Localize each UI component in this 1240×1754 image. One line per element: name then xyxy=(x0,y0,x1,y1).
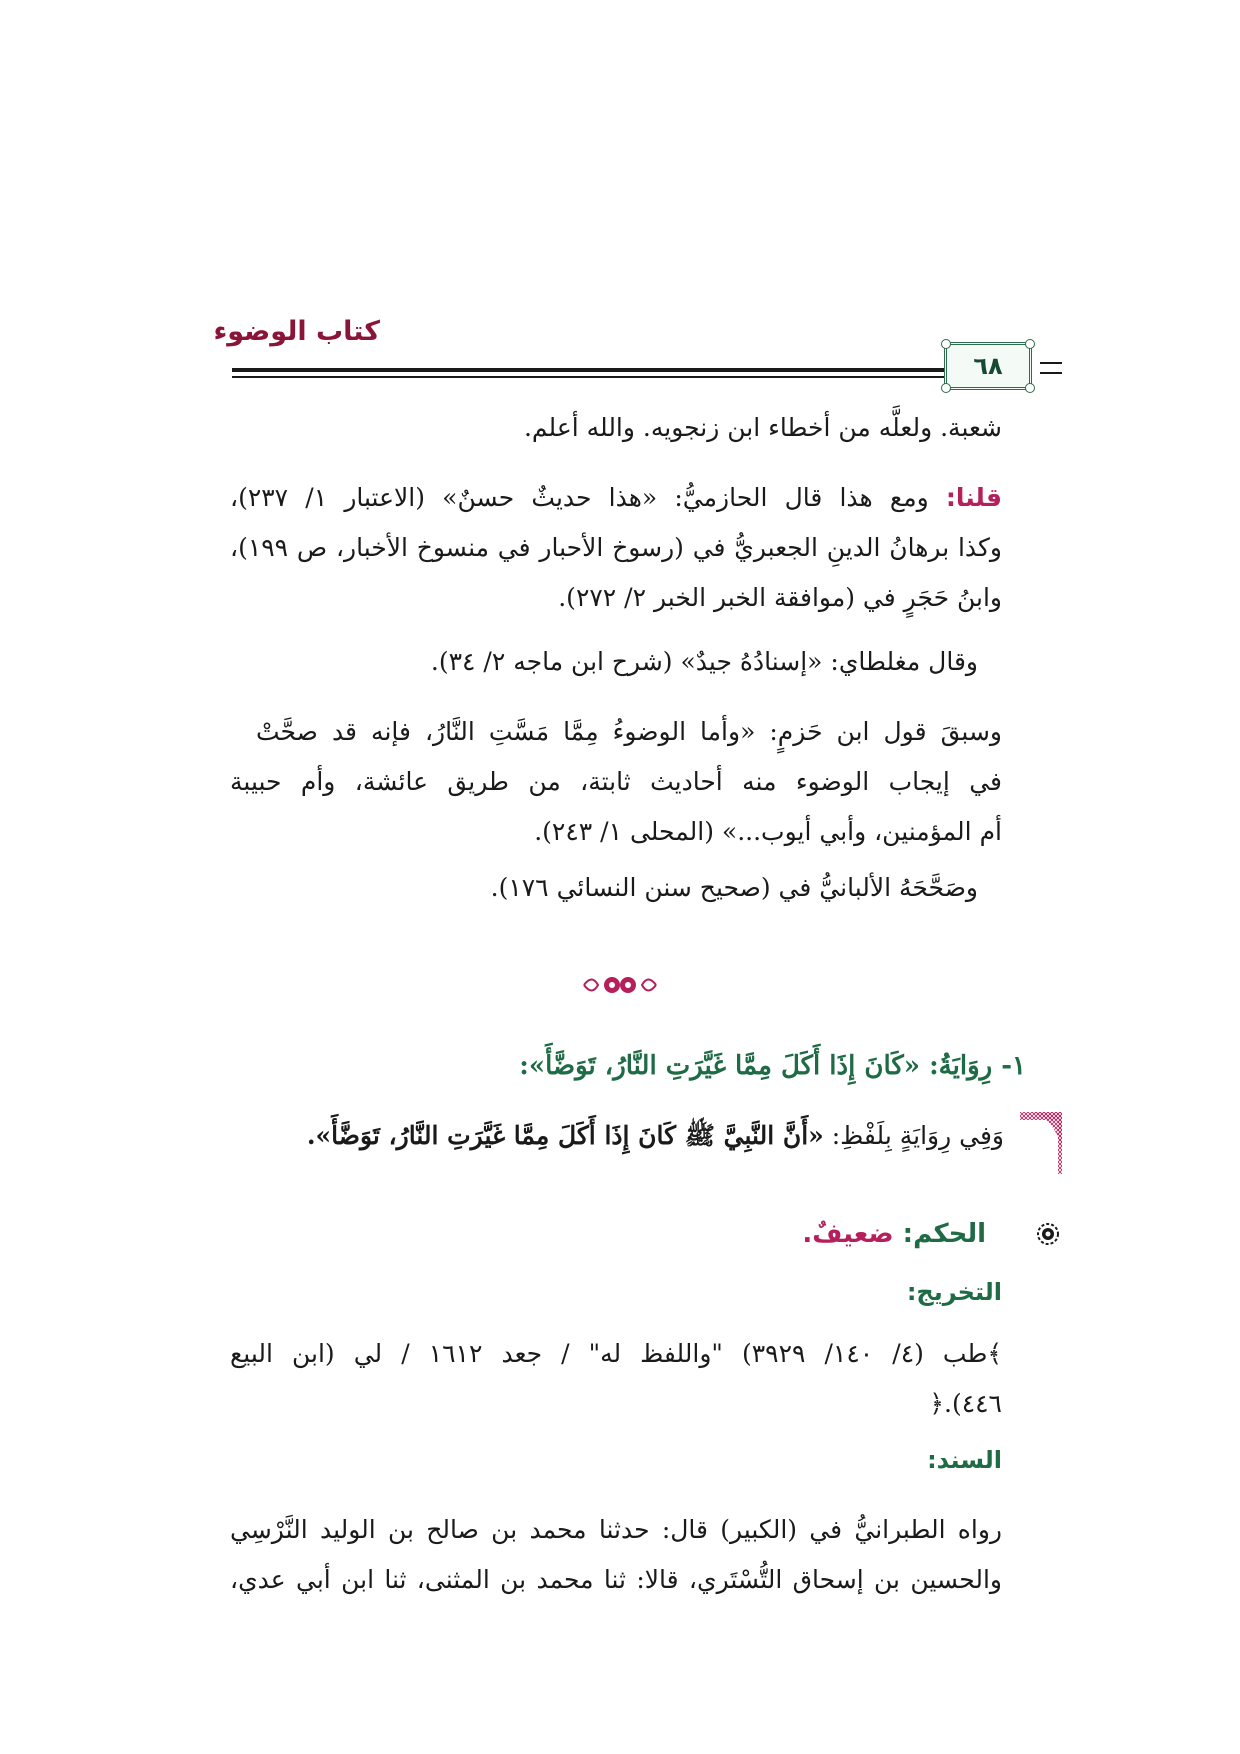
paragraph-text: ومع هذا قال الحازميُّ: «هذا حديثٌ حسنٌ» (الاعتبار ١/ ٢٣٧)، xyxy=(230,483,929,512)
header-rule-bottom xyxy=(232,376,1010,378)
paragraph-line: أم المؤمنين، وأبي أيوب...» (المحلى ١/ ٢٤٣). xyxy=(534,817,1002,846)
paragraph-line xyxy=(230,478,1002,518)
paragraph-line: وقال مغلطاي: «إسنادُهُ جيدٌ» (شرح ابن ماجه ٢/ ٣٤). xyxy=(430,647,978,676)
sanad-line: رواه الطبرانيُّ في (الكبير) قال: حدثنا محمد بن صالح بن الوليد النَّرْسِي xyxy=(230,1515,1002,1544)
section-heading: ١- رِوَايَةُ: «كَانَ إِذَا أَكَلَ مِمَّا غَيَّرَتِ النَّارُ، تَوَضَّأَ»: xyxy=(519,1051,1026,1081)
takhrij-label: التخريج: xyxy=(906,1278,1002,1306)
ruling-label: الحكم: xyxy=(902,1219,986,1249)
ruling xyxy=(802,1215,1026,1253)
badge-corner-ornament xyxy=(1025,383,1035,393)
paragraph-line: وابنُ حَجَرٍ في (موافقة الخبر الخبر ٢/ ٢٧٢). xyxy=(558,583,1002,612)
paragraph-line: وسبقَ قول ابن حَزمٍ: «وأما الوضوءُ مِمَّا مَسَّتِ النَّارُ، فإنه قد صحَّتْ xyxy=(256,717,1002,746)
badge-corner-ornament xyxy=(941,339,951,349)
paragraph-line: وصَحَّحَهُ الألبانيُّ في (صحيح سنن النسائي ١٧٦). xyxy=(490,873,978,902)
takhrij-line: ﴾طب (٤/ ١٤٠/ ٣٩٢٩) "واللفظ له" / جعد ١٦١٢ / لي (ابن البيع xyxy=(230,1339,1003,1368)
qulna-label: قلنا: xyxy=(945,483,1002,512)
rosette-icon xyxy=(1036,1222,1060,1246)
page-number-badge xyxy=(944,342,1032,390)
header-rule-top xyxy=(232,368,1010,372)
paragraph-line: وكذا برهانُ الدينِ الجعبريُّ في (رسوخ الأحبار في منسوخ الأخبار، ص ١٩٩)، xyxy=(230,533,1002,562)
badge-corner-ornament xyxy=(1025,339,1035,349)
takhrij-line: ٤٤٦).﴿ xyxy=(929,1389,1002,1418)
ruling-value: ضعيفٌ. xyxy=(802,1219,894,1249)
variant-intro: وَفِي رِوَايَةٍ بِلَفْظِ: xyxy=(831,1121,1004,1150)
variant-line xyxy=(244,1116,1004,1156)
page-number: ٦٨ xyxy=(973,352,1003,380)
sanad-line: والحسين بن إسحاق التُّسْتَري، قالا: ثنا محمد بن المثنى، ثنا ابن أبي عدي، xyxy=(230,1565,1002,1594)
variant-text: «أَنَّ النَّبِيَّ ﷺ كَانَ إِذَا أَكَلَ مِمَّا غَيَّرَتِ النَّارُ، تَوَضَّأَ». xyxy=(306,1121,824,1150)
sanad-label: السند: xyxy=(927,1446,1002,1474)
badge-corner-ornament xyxy=(941,383,951,393)
header-rule-right-a xyxy=(1040,362,1062,364)
paragraph-line: شعبة. ولعلَّه من أخطاء ابن زنجويه. والله أعلم. xyxy=(523,413,1002,442)
book-title: كتاب الوضوء xyxy=(213,316,380,347)
header-rule-right-b xyxy=(1040,372,1062,374)
floral-fleuron-icon xyxy=(580,970,660,1000)
mesh-corner-ornament-icon xyxy=(1020,1112,1062,1174)
paragraph-line: في إيجاب الوضوء منه أحاديث ثابتة، من طريق عائشة، وأم حبيبة xyxy=(230,767,1002,796)
